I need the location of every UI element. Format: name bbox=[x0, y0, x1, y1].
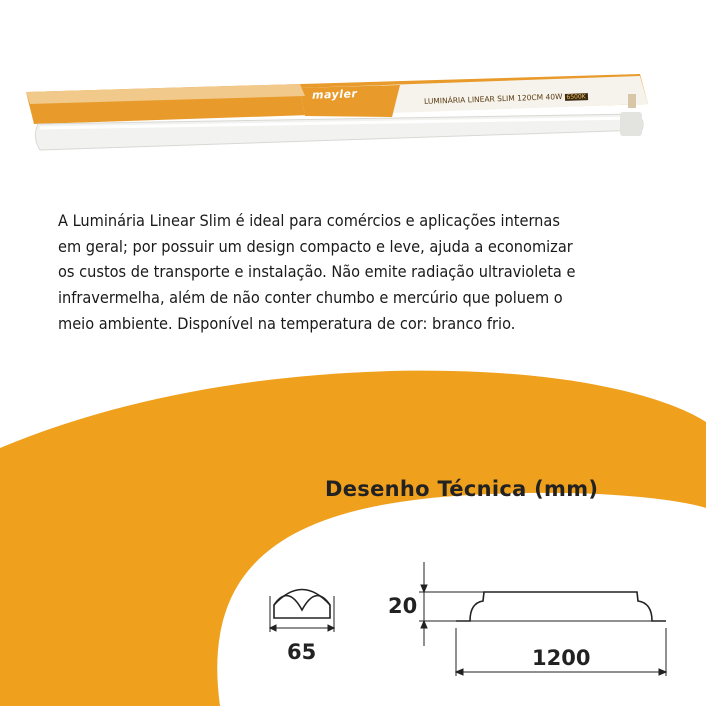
width-dimension-label: 65 bbox=[287, 640, 317, 664]
color-temp-badge: 6500K bbox=[566, 93, 586, 101]
cross-section-profile bbox=[270, 590, 334, 633]
drawing-title: Desenho Técnica (mm) bbox=[325, 477, 599, 501]
brand-logo-text: mayler bbox=[311, 87, 358, 102]
description-line: meio ambiente. Disponível na temperatura de cor: branco frio. bbox=[58, 313, 516, 333]
description-line: infravermelha, além de não conter chumbo e mercúrio que poluem o bbox=[58, 288, 563, 308]
description-line: A Luminária Linear Slim é ideal para comércios e aplicações internas bbox=[58, 211, 560, 230]
description-line: em geral; por possuir um design compacto e leve, ajuda a economizar bbox=[58, 236, 573, 256]
height-dimension-label: 20 bbox=[388, 594, 418, 618]
length-dimension-label: 1200 bbox=[532, 646, 591, 670]
description-line: os custos de transporte e instalação. Não emite radiação ultravioleta e bbox=[58, 262, 576, 282]
box-label-text: LUMINÁRIA LINEAR SLIM 120CM 40W bbox=[423, 92, 563, 106]
